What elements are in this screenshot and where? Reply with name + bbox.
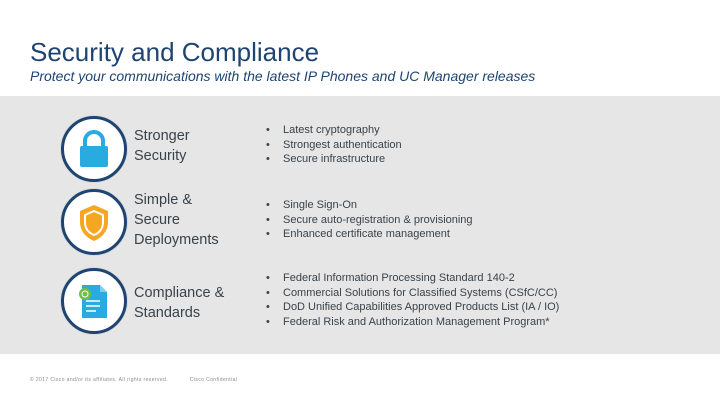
footer [30,377,257,383]
lock-icon [61,116,127,182]
slide-subtitle: Protect your communications with the latest IP Phones and UC Manager releases [30,68,536,84]
bullet-list [266,271,559,329]
bullet-item: • Commercial Solutions for Classified Systems (CSfC/CC) [266,286,559,301]
bullet-list [266,198,473,242]
label-line: Secure [134,212,180,228]
bullet-item: • Federal Information Processing Standard 140-2 [266,271,559,286]
bullet-item: • Secure auto-registration & provisioning [266,213,473,228]
bullet-item: • Enhanced certificate management [266,227,473,242]
bullet-list [266,123,402,167]
bullet-item: • DoD Unified Capabilities Approved Products List (IA / IO) [266,300,559,315]
bullet-item: • Strongest authentication [266,138,402,153]
label-line: Deployments [134,232,219,248]
label-line: Standards [134,305,201,321]
copyright-text: © 2017 Cisco and/or its affiliates. All rights reserved. [30,377,168,383]
shield-icon [61,189,127,255]
row-label [134,190,219,250]
certified-document-icon [61,268,127,334]
confidential-text: Cisco Confidential [189,377,238,383]
row-label [134,126,190,166]
bullet-item: • Latest cryptography [266,123,402,138]
label-line: Stronger [134,128,190,144]
label-line: Security [134,148,187,164]
label-line: Compliance & [134,285,225,301]
bullet-item: • Federal Risk and Authorization Management Program* [266,315,559,330]
row-label [134,283,224,323]
label-line: Simple & [134,192,193,208]
bullet-item: • Single Sign-On [266,198,473,213]
bullet-item: • Secure infrastructure [266,152,402,167]
slide-title: Security and Compliance [30,37,320,67]
